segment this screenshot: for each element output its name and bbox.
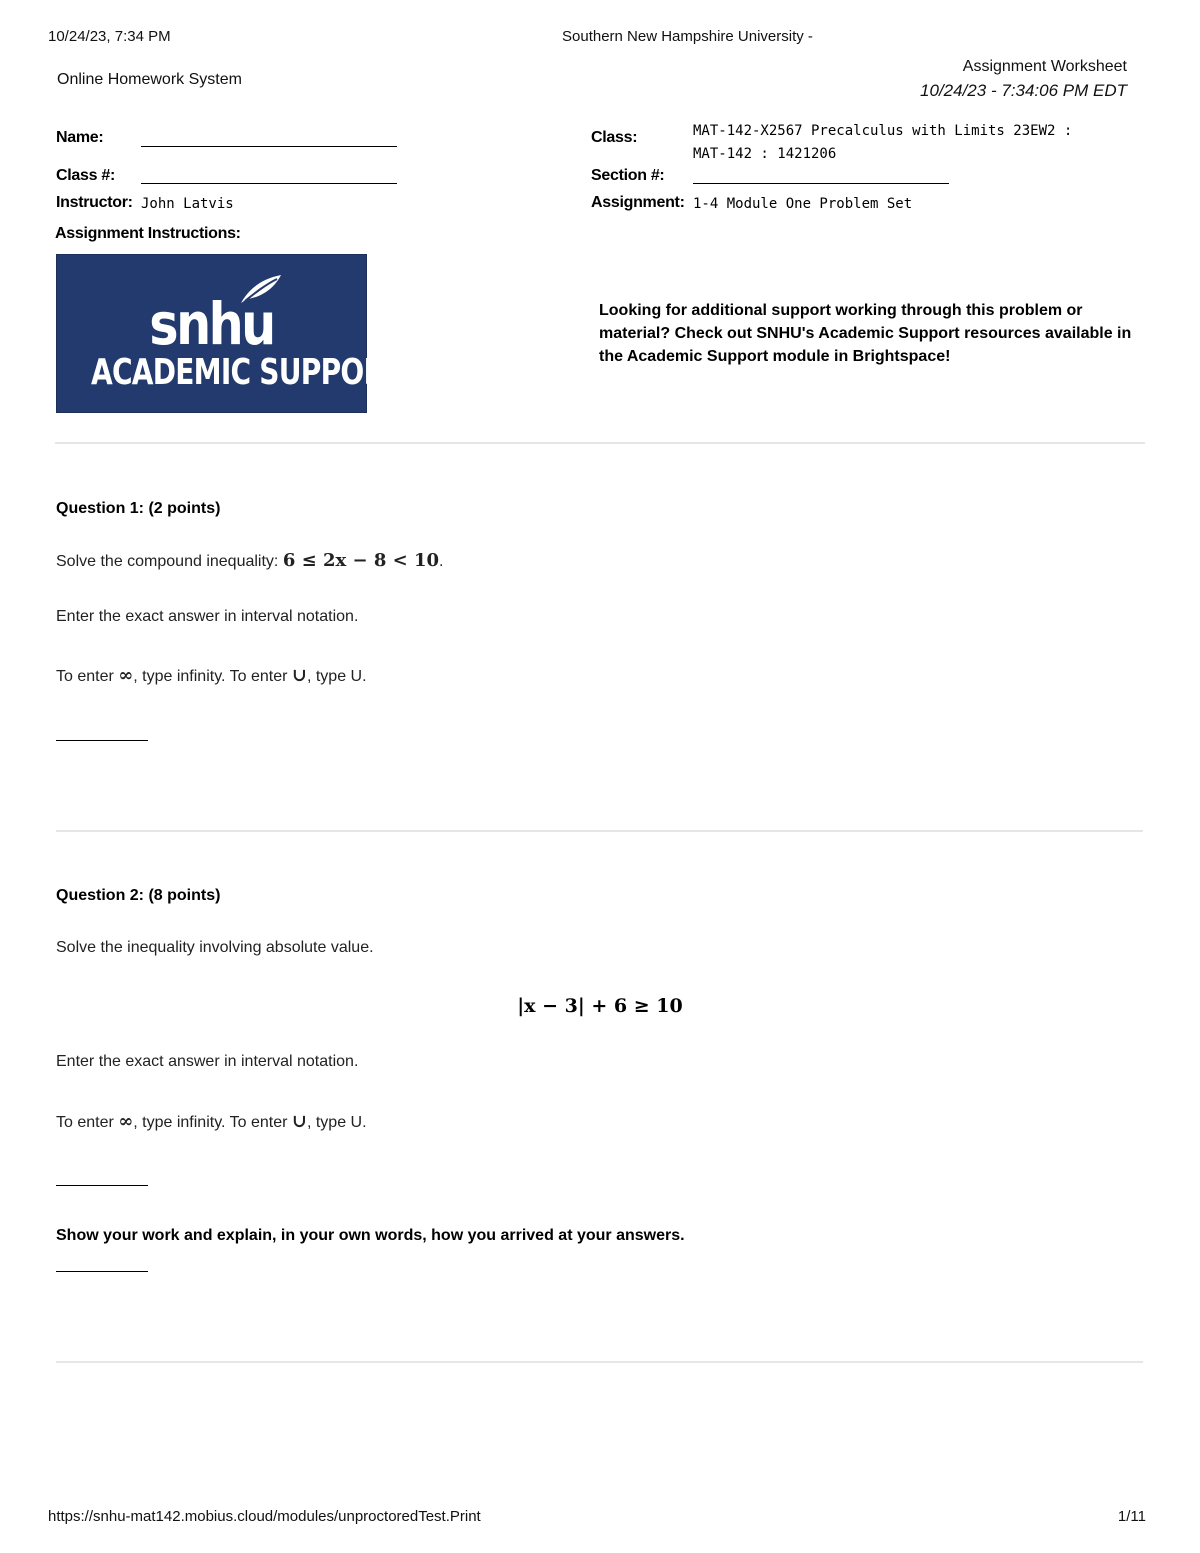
print-url: https://snhu-mat142.mobius.cloud/modules/unproctoredTest.Print — [48, 1508, 481, 1525]
assignment-instructions-label: Assignment Instructions: — [55, 225, 241, 242]
class-label: Class: — [591, 129, 638, 146]
worksheet-title: Assignment Worksheet — [962, 58, 1127, 75]
section-field[interactable] — [693, 183, 949, 184]
question-1-prompt-line: Solve the compound inequality: 6 ≤ 2x − 8 < 10. — [56, 550, 444, 571]
question-1-instruction: Enter the exact answer in interval notation. — [56, 608, 359, 625]
print-datetime: 10/24/23, 7:34 PM — [48, 28, 171, 45]
question-1-hint — [56, 665, 367, 686]
question-2-hint — [56, 1111, 367, 1132]
logo-snhu-text: snhu — [149, 290, 274, 358]
worksheet-timestamp: 10/24/23 - 7:34:06 PM EDT — [920, 81, 1127, 100]
name-label: Name: — [56, 129, 104, 146]
section-label: Section #: — [591, 167, 665, 184]
question-2-prompt: Solve the inequality involving absolute value. — [56, 939, 374, 956]
divider — [56, 830, 1143, 832]
assignment-value: 1-4 Module One Problem Set — [693, 196, 913, 212]
infinity-symbol: ∞ — [118, 665, 134, 686]
question-1-hint-part2: , type infinity. To enter — [133, 668, 288, 685]
question-1-prompt: Solve the compound inequality: — [56, 553, 279, 570]
question-2-answer-field[interactable] — [56, 1185, 148, 1186]
divider — [55, 442, 1145, 444]
question-1-answer-field[interactable] — [56, 740, 148, 741]
union-symbol: ∪ — [291, 1111, 307, 1132]
question-2-work-field[interactable] — [56, 1271, 148, 1272]
divider — [56, 1361, 1143, 1363]
class-value-line1: MAT-142-X2567 Precalculus with Limits 23EW2 : — [693, 123, 1073, 139]
support-message: Looking for additional support working through this problem or material? Check out SNHU's Academic Support resources available in the Academic Support module in Brightspace! — [599, 302, 1132, 365]
page-number: 1/11 — [1117, 1508, 1146, 1525]
infinity-symbol: ∞ — [118, 1111, 134, 1132]
question-2-hint-part3: , type U. — [306, 1114, 367, 1131]
instructor-label: Instructor: — [56, 194, 133, 211]
question-2-title: Question 2: (8 points) — [56, 887, 221, 904]
question-1-math: 6 ≤ 2x − 8 < 10 — [282, 550, 440, 571]
question-2-hint-part1: To enter — [56, 1114, 114, 1131]
question-1-hint-part3: , type U. — [306, 668, 367, 685]
assignment-label: Assignment: — [591, 194, 685, 211]
instructor-value: John Latvis — [141, 196, 234, 212]
print-site-title: Southern New Hampshire University - — [562, 28, 813, 45]
class-value — [693, 120, 1072, 166]
class-num-label: Class #: — [56, 167, 115, 184]
logo-academic-support-text: ACADEMIC SUPPORT — [90, 352, 402, 393]
class-num-field[interactable] — [141, 183, 397, 184]
question-1-hint-part1: To enter — [56, 668, 114, 685]
union-symbol: ∪ — [291, 665, 307, 686]
question-2-math: |x − 3| + 6 ≥ 10 — [517, 995, 683, 1017]
question-2-instruction: Enter the exact answer in interval notation. — [56, 1053, 359, 1070]
system-name: Online Homework System — [57, 71, 242, 88]
question-1-title: Question 1: (2 points) — [56, 500, 221, 517]
question-2-hint-part2: , type infinity. To enter — [133, 1114, 288, 1131]
class-value-line2: MAT-142 : 1421206 — [693, 146, 837, 162]
name-field[interactable] — [141, 146, 397, 147]
question-2-work-prompt: Show your work and explain, in your own words, how you arrived at your answers. — [56, 1227, 685, 1244]
snhu-academic-support-logo — [56, 254, 402, 413]
